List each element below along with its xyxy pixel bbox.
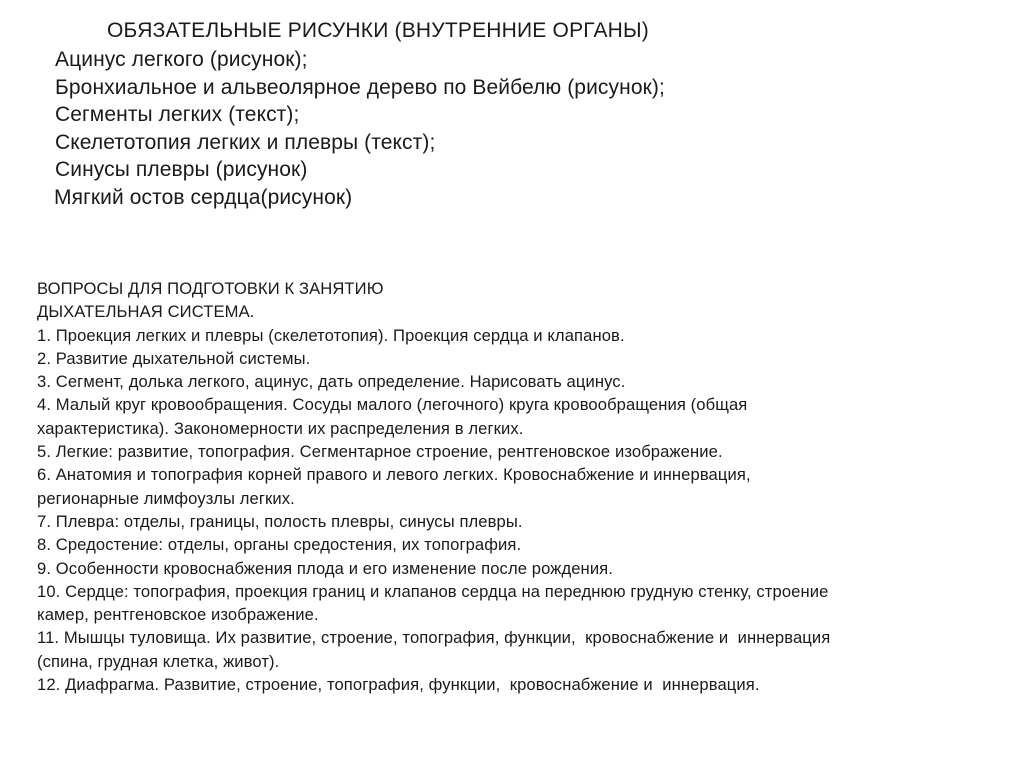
required-drawing-item: Ацинус легкого (рисунок); [55, 48, 308, 71]
question-line: 3. Сегмент, долька легкого, ацинус, дать определение. Нарисовать ацинус. [37, 372, 626, 392]
question-line: камер, рентгеновское изображение. [37, 605, 319, 625]
question-line: 10. Сердце: топография, проекция границ и клапанов сердца на переднюю грудную стенку, строение [37, 581, 829, 601]
question-line: 5. Легкие: развитие, топография. Сегментарное строение, рентгеновское изображение. [37, 442, 723, 462]
question-line: 12. Диафрагма. Развитие, строение, топография, функции, кровоснабжение и иннервация. [37, 675, 760, 695]
required-drawing-item: Синусы плевры (рисунок) [55, 158, 308, 181]
questions-heading: ВОПРОСЫ ДЛЯ ПОДГОТОВКИ К ЗАНЯТИЮ [37, 279, 384, 298]
question-line: 2. Развитие дыхательной системы. [37, 348, 311, 368]
question-line: 11. Мышцы туловища. Их развитие, строение, топография, функции, кровоснабжение и иннервация [37, 628, 831, 648]
questions-subheading: ДЫХАТЕЛЬНАЯ СИСТЕМА. [37, 302, 255, 322]
required-drawings-list [55, 46, 665, 211]
question-line: 6. Анатомия и топография корней правого и левого легких. Кровоснабжение и иннервация, [37, 465, 751, 485]
question-line: характеристика). Закономерности их распределения в легких. [37, 418, 524, 438]
required-drawings-title: ОБЯЗАТЕЛЬНЫЕ РИСУНКИ (ВНУТРЕННИЕ ОРГАНЫ) [107, 19, 650, 42]
question-line: 8. Средостение: отделы, органы средостения, их топография. [37, 535, 522, 555]
required-drawing-item: Скелетотопия легких и плевры (текст); [55, 130, 436, 154]
question-line: регионарные лимфоузлы легких. [37, 488, 295, 508]
question-line: (спина, грудная клетка, живот). [37, 651, 280, 671]
question-line: 1. Проекция легких и плевры (скелетотопия). Проекция сердца и клапанов. [37, 325, 625, 345]
required-drawing-item: Бронхиальное и альвеолярное дерево по Вейбелю (рисунок); [55, 75, 665, 99]
question-line: 4. Малый круг кровообращения. Сосуды малого (легочного) круга кровообращения (общая [37, 395, 748, 415]
question-line: 9. Особенности кровоснабжения плода и его изменение после рождения. [37, 558, 613, 578]
required-drawing-item: Мягкий остов сердца(рисунок) [54, 185, 353, 209]
question-line: 7. Плевра: отделы, границы, полость плевры, синусы плевры. [37, 511, 523, 531]
questions-section [37, 277, 997, 696]
required-drawing-item: Сегменты легких (текст); [55, 103, 300, 126]
